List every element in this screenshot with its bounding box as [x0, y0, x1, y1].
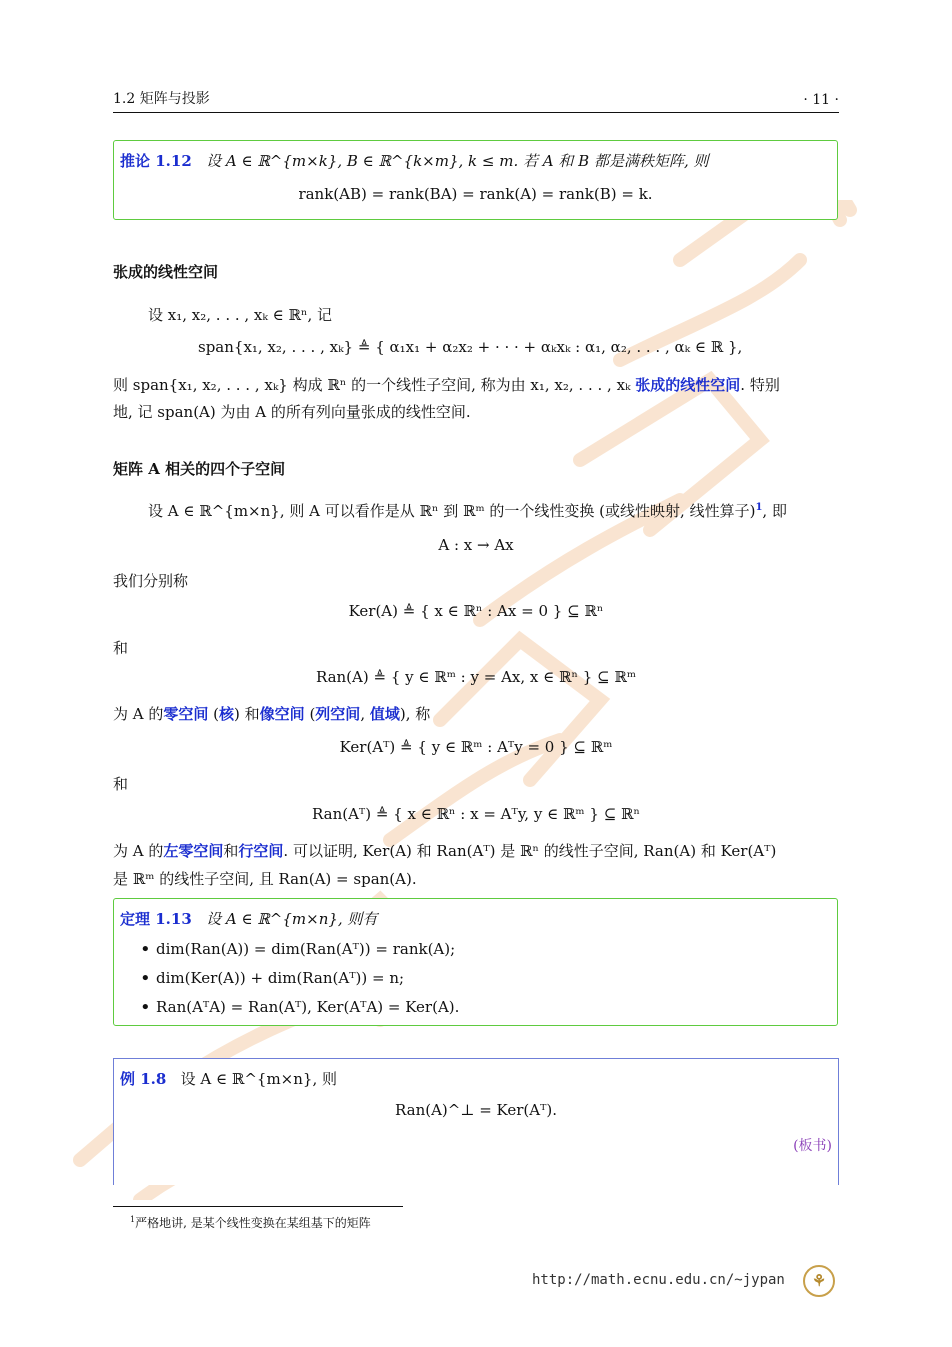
conjunction-and-2: 和 — [113, 775, 129, 793]
example-formula: Ran(A)^⊥ = Ker(Aᵀ). — [394, 1101, 557, 1119]
corollary-box — [113, 140, 838, 220]
ns-text-d: ( — [304, 705, 316, 723]
ns-text-b: ( — [208, 705, 220, 723]
ns-text-c: ) 和 — [234, 705, 260, 723]
header-section-title: 1.2 矩阵与投影 — [113, 91, 210, 107]
span-text-end: . 特别 — [740, 376, 780, 394]
theorem-label: 定理 1.13 — [120, 910, 192, 928]
ns-text-a: 为 A 的 — [113, 705, 164, 723]
rs-text-a: 为 A 的 — [113, 842, 164, 860]
span-term: 张成的线性空间 — [635, 376, 741, 394]
blackboard-note: (板书) — [793, 1138, 832, 1154]
left-null-formula: Ker(Aᵀ) ≜ { y ∈ ℝᵐ : Aᵀy = 0 } ⊆ ℝᵐ — [339, 738, 613, 756]
corollary-statement — [120, 150, 708, 171]
theorem-bullet-1: • dim(Ran(A)) = dim(Ran(Aᵀ)) = rank(A); — [136, 935, 459, 964]
row-space-formula: Ran(Aᵀ) ≜ { x ∈ ℝⁿ : x = Aᵀy, y ∈ ℝᵐ } ⊆ ℝⁿ — [311, 805, 640, 823]
example-label: 例 1.8 — [120, 1070, 167, 1088]
linear-map-formula: A : x → Ax — [438, 536, 514, 554]
theorem-box — [113, 898, 838, 1026]
example-box — [113, 1058, 839, 1185]
span-intro: 设 x₁, x₂, . . . , xₖ ∈ ℝⁿ, 记 — [148, 306, 332, 324]
term-column-space: 列空间 — [315, 705, 361, 723]
subspaces-we-call: 我们分别称 — [113, 572, 189, 590]
theorem-bullet-3: • Ran(AᵀA) = Ran(Aᵀ), Ker(AᵀA) = Ker(A). — [136, 993, 459, 1022]
span-definition-formula: span{x₁, x₂, . . . , xₖ} ≜ { α₁x₁ + α₂x₂ + · · · + αₖxₖ : α₁, α₂, . . . , αₖ ∈ ℝ }, — [198, 338, 743, 356]
row-space-sentence-line-2: 是 ℝᵐ 的线性子空间, 且 Ran(A) = span(A). — [113, 870, 417, 888]
term-null-space: 零空间 — [163, 705, 209, 723]
nullspace-sentence — [113, 703, 430, 724]
footnote-rule — [113, 1206, 403, 1207]
footnote-marker[interactable]: 1 — [755, 502, 763, 513]
section-heading-span: 张成的线性空间 — [113, 263, 219, 281]
conjunction-and-1: 和 — [113, 639, 129, 657]
section-heading-subspaces: 矩阵 A 相关的四个子空间 — [113, 460, 286, 478]
example-text: 设 A ∈ ℝ^{m×n}, 则 — [180, 1070, 337, 1088]
theorem-text: 设 A ∈ ℝ^{m×n}, 则有 — [206, 910, 378, 928]
footnote-text: 严格地讲, 是某个线性变换在某组基下的矩阵 — [135, 1216, 371, 1230]
theorem-bullet-2: • dim(Ker(A)) + dim(Ran(Aᵀ)) = n; — [136, 964, 459, 993]
header-page-number: · 11 · — [803, 92, 839, 108]
term-kernel: 核 — [219, 705, 235, 723]
theorem-bullet-list — [136, 935, 459, 1022]
footer-url[interactable]: http://math.ecnu.edu.cn/~jypan — [532, 1272, 785, 1288]
ns-text-e: , — [360, 705, 370, 723]
university-seal-icon: ⚘ — [803, 1265, 835, 1297]
theorem-statement — [120, 908, 377, 929]
span-paragraph-line-2: 地, 记 span(A) 为由 A 的所有列向量张成的线性空间. — [113, 403, 471, 421]
corollary-text: 设 A ∈ ℝ^{m×k}, B ∈ ℝ^{k×m}, k ≤ m. 若 A 和 B 都是满秩矩阵, 则 — [206, 152, 709, 170]
term-row-space: 行空间 — [238, 842, 284, 860]
example-statement — [120, 1068, 337, 1089]
running-header — [113, 88, 839, 113]
subspaces-intro — [148, 500, 787, 521]
footnote-number: 1 — [130, 1215, 136, 1224]
span-text: 则 span{x₁, x₂, . . . , xₖ} 构成 ℝⁿ 的一个线性子空间, 称为由 x₁, x₂, . . . , xₖ — [113, 376, 636, 394]
rs-text-c: . 可以证明, Ker(A) 和 Ran(Aᵀ) 是 ℝⁿ 的线性子空间, Ran(A) 和 Ker(Aᵀ) — [283, 842, 777, 860]
row-space-sentence-line-1 — [113, 840, 839, 861]
rs-text-b: 和 — [223, 842, 239, 860]
term-range: 值域 — [369, 705, 400, 723]
ker-formula: Ker(A) ≜ { x ∈ ℝⁿ : Ax = 0 } ⊆ ℝⁿ — [348, 602, 604, 620]
term-image-space: 像空间 — [259, 705, 305, 723]
subspaces-intro-end: , 即 — [762, 502, 787, 520]
ns-text-f: ), 称 — [399, 705, 431, 723]
corollary-formula: rank(AB) = rank(BA) = rank(A) = rank(B) = k. — [298, 185, 653, 203]
footnote — [130, 1214, 371, 1231]
span-paragraph-line-1 — [113, 374, 839, 395]
corollary-label: 推论 1.12 — [120, 152, 192, 170]
term-left-null-space: 左零空间 — [163, 842, 224, 860]
subspaces-intro-text: 设 A ∈ ℝ^{m×n}, 则 A 可以看作是从 ℝⁿ 到 ℝᵐ 的一个线性变换 (或线性映射, 线性算子) — [148, 502, 756, 520]
ran-formula: Ran(A) ≜ { y ∈ ℝᵐ : y = Ax, x ∈ ℝⁿ } ⊆ ℝᵐ — [315, 668, 637, 686]
